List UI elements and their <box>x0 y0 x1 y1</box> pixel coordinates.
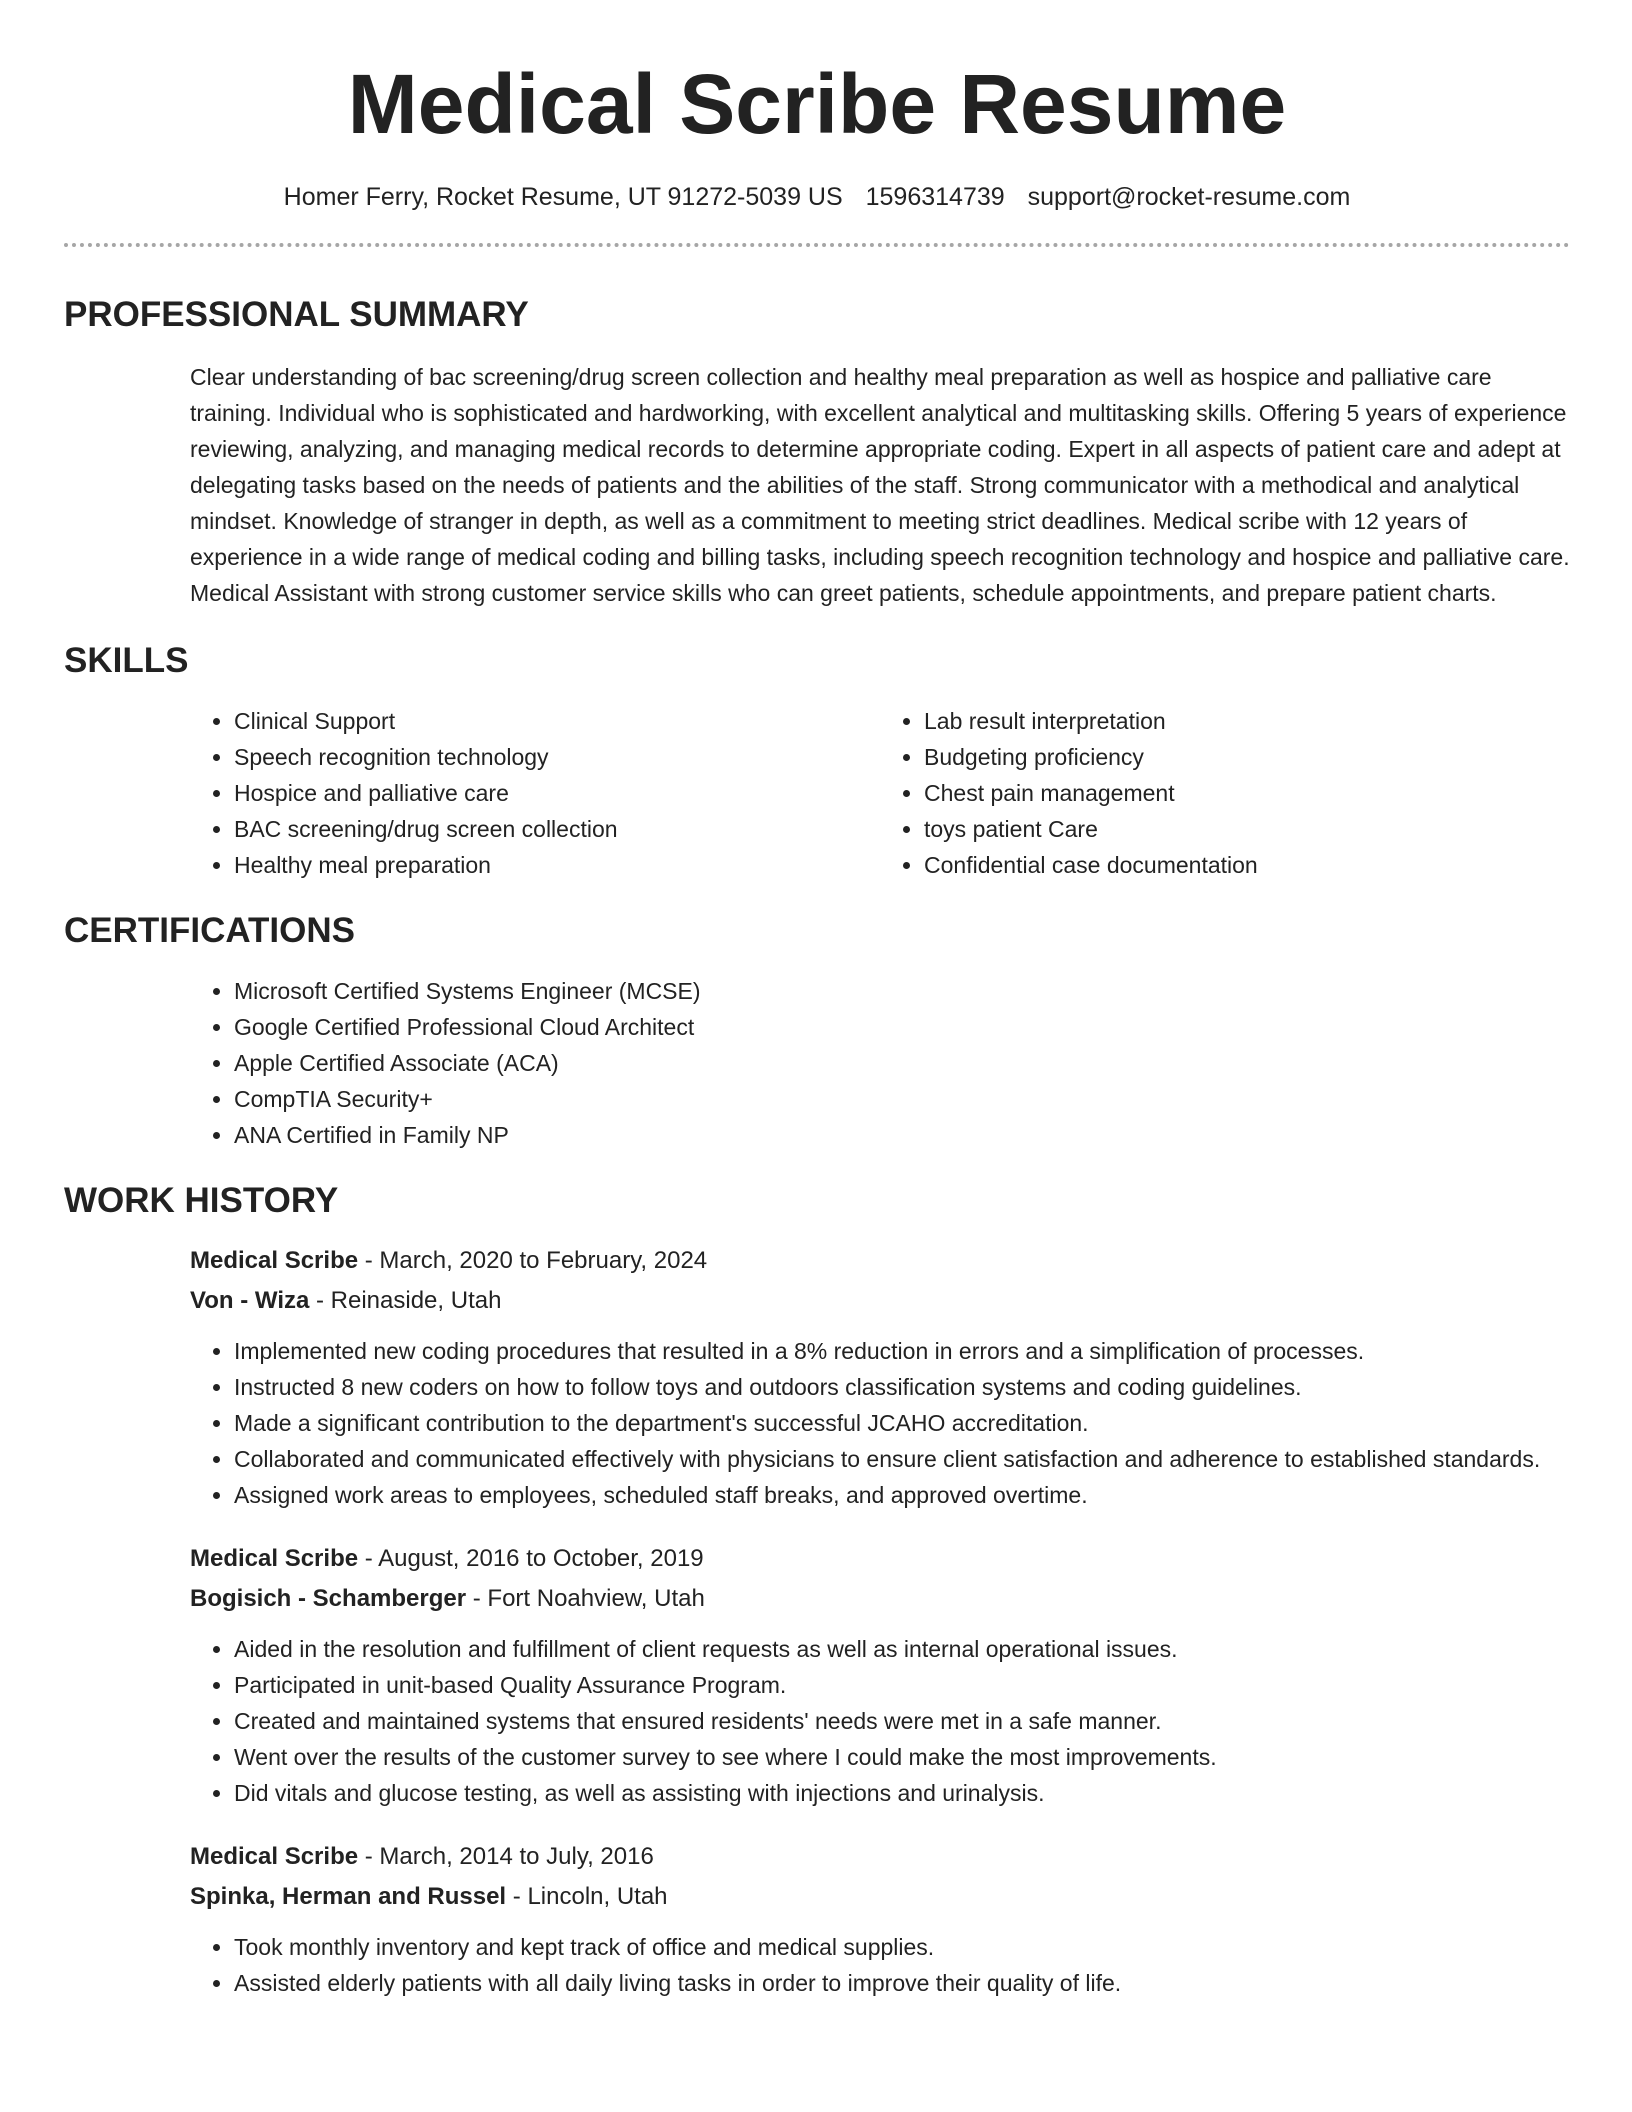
resume-title: Medical Scribe Resume <box>347 57 1287 151</box>
job-dates: - August, 2016 to October, 2019 <box>358 1545 704 1572</box>
job-title: Medical Scribe <box>190 1247 359 1274</box>
duty-item: • Implemented new coding procedures that resulted in a 8% reduction in errors and a simplification of processes. <box>234 1333 1570 1369</box>
duty-item: • Went over the results of the customer survey to see where I could make the most improvements. <box>234 1739 1570 1775</box>
duty-item: • Took monthly inventory and kept track of office and medical supplies. <box>234 1929 1570 1965</box>
job-entry <box>190 1539 1570 1811</box>
certification-item: • Google Certified Professional Cloud Architect <box>234 1009 1570 1045</box>
skill-item: • Clinical Support <box>234 703 880 739</box>
certification-item: • Apple Certified Associate (ACA) <box>234 1045 1570 1081</box>
job-title: Medical Scribe <box>190 1545 359 1572</box>
skills-list-right <box>880 703 1570 883</box>
job-company: Spinka, Herman and Russel <box>190 1883 507 1910</box>
job-title-line <box>190 1241 1570 1281</box>
work-history-heading: WORK HISTORY <box>64 1181 339 1220</box>
duty-item: • Assigned work areas to employees, scheduled staff breaks, and approved overtime. <box>234 1477 1570 1513</box>
job-title-line <box>190 1539 1570 1579</box>
job-company: Bogisich - Schamberger <box>190 1585 467 1612</box>
certification-item: • ANA Certified in Family NP <box>234 1117 1570 1153</box>
work-history-section <box>64 1179 1570 2001</box>
contact-phone: 1596314739 <box>865 183 1005 211</box>
duty-item: • Did vitals and glucose testing, as well as assisting with injections and urinalysis. <box>234 1775 1570 1811</box>
duty-item: • Instructed 8 new coders on how to follow toys and outdoors classification systems and coding guidelines. <box>234 1369 1570 1405</box>
skill-item: • BAC screening/drug screen collection <box>234 811 880 847</box>
contact-line <box>64 180 1570 214</box>
duty-item: • Participated in unit-based Quality Assurance Program. <box>234 1667 1570 1703</box>
certifications-section <box>64 909 1570 1153</box>
skills-section <box>64 639 1570 883</box>
skill-item: • Budgeting proficiency <box>924 739 1570 775</box>
certifications-heading: CERTIFICATIONS <box>64 911 356 950</box>
job-title: Medical Scribe <box>190 1843 359 1870</box>
skill-item: • Confidential case documentation <box>924 847 1570 883</box>
contact-address: Homer Ferry, Rocket Resume, UT 91272-5039 US <box>283 183 843 211</box>
certification-item: • Microsoft Certified Systems Engineer (MCSE) <box>234 973 1570 1009</box>
skills-list-left <box>190 703 880 883</box>
summary-heading: PROFESSIONAL SUMMARY <box>64 295 529 334</box>
certification-item: • CompTIA Security+ <box>234 1081 1570 1117</box>
job-dates: - March, 2014 to July, 2016 <box>358 1843 654 1870</box>
duty-item: • Collaborated and communicated effectively with physicians to ensure client satisfaction and adherence to established standards. <box>234 1441 1570 1477</box>
header-divider <box>64 243 1570 247</box>
duty-item: • Created and maintained systems that ensured residents' needs were met in a safe manner. <box>234 1703 1570 1739</box>
job-duties <box>190 1333 1570 1513</box>
duty-item: • Made a significant contribution to the department's successful JCAHO accreditation. <box>234 1405 1570 1441</box>
job-duties <box>190 1631 1570 1811</box>
job-company-line <box>190 1579 1570 1619</box>
job-title-line <box>190 1837 1570 1877</box>
duty-item: • Assisted elderly patients with all daily living tasks in order to improve their quality of life. <box>234 1965 1570 2001</box>
duty-item: • Aided in the resolution and fulfillment of client requests as well as internal operational issues. <box>234 1631 1570 1667</box>
skill-item: • Chest pain management <box>924 775 1570 811</box>
job-entry <box>190 1837 1570 2001</box>
skills-heading: SKILLS <box>64 641 189 680</box>
job-duties <box>190 1929 1570 2001</box>
job-entry <box>190 1241 1570 1513</box>
job-dates: - March, 2020 to February, 2024 <box>358 1247 708 1274</box>
job-location: - Lincoln, Utah <box>506 1883 668 1910</box>
job-location: - Fort Noahview, Utah <box>466 1585 705 1612</box>
skill-item: • Lab result interpretation <box>924 703 1570 739</box>
summary-text: Clear understanding of bac screening/drug screen collection and healthy meal preparation as well as hospice and palliative care training. Individual who is sophisticated and hardworking, with excellent analytical and multitasking skills. Offering 5 years of experience reviewing, analyzing, and managing medical records to determine appropriate coding. Expert in all aspects of patient care and adept at delegating tasks based on the needs of patients and the abilities of the staff. Strong communicator with a methodical and analytical mindset. Knowledge of stranger in depth, as well as a commitment to meeting strict deadlines. Medical scribe with 12 years of experience in a wide range of medical coding and billing tasks, including speech recognition technology and hospice and palliative care. Medical Assistant with strong customer service skills who can greet patients, schedule appointments, and prepare patient charts. <box>190 364 1570 606</box>
skill-item: • toys patient Care <box>924 811 1570 847</box>
resume-page <box>64 0 1570 2001</box>
job-location: - Reinaside, Utah <box>309 1287 502 1314</box>
certifications-list <box>190 973 1570 1153</box>
skill-item: • Hospice and palliative care <box>234 775 880 811</box>
job-company: Von - Wiza <box>190 1287 310 1314</box>
job-company-line <box>190 1281 1570 1321</box>
skill-item: • Healthy meal preparation <box>234 847 880 883</box>
job-company-line <box>190 1877 1570 1917</box>
contact-email: support@rocket-resume.com <box>1027 183 1351 211</box>
skill-item: • Speech recognition technology <box>234 739 880 775</box>
summary-section <box>64 293 1570 611</box>
